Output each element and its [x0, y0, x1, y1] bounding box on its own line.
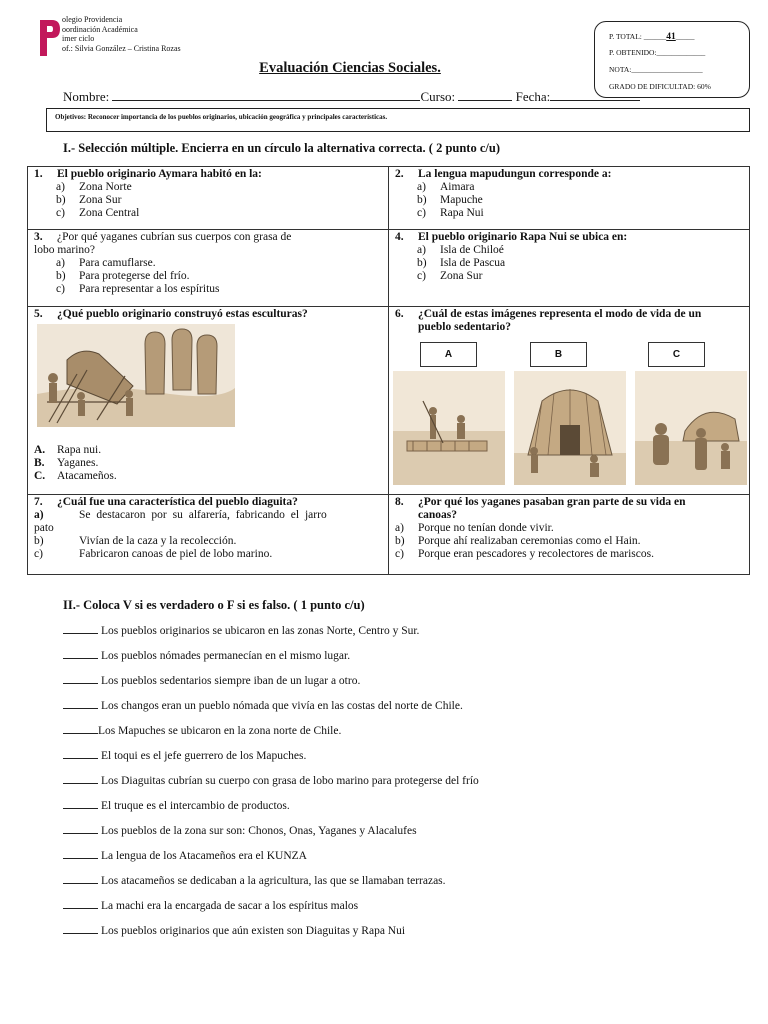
section-1-title: I.- Selección múltiple. Encierra en un círculo la alternativa correcta. ( 2 punto c/u) — [63, 141, 500, 155]
answer-blank[interactable] — [63, 673, 98, 684]
question-8-text-cont: canoas? — [418, 509, 457, 521]
option[interactable]: c) Rapa Nui — [417, 207, 484, 219]
tf-item-12: La machi era la encargada de sacar a los espíritus malos — [63, 898, 358, 912]
objectives-text: Objetivos: Reconocer importancia de los pueblos originarios, ubicación geográfica y principales características. — [55, 113, 388, 121]
school-logo — [37, 18, 61, 58]
course-label: Curso: — [420, 89, 456, 104]
option[interactable]: c) Para representar a los espíritus — [56, 283, 220, 295]
answer-blank[interactable] — [63, 898, 98, 909]
course-field[interactable] — [458, 89, 512, 101]
difficulty: GRADO DE DIFICULTAD: 60% — [609, 82, 711, 91]
answer-blank[interactable] — [63, 748, 98, 759]
moai-illustration — [37, 324, 235, 427]
tf-item-10: La lengua de los Atacameños era el KUNZA — [63, 848, 307, 862]
school-info: olegio Providencia oordinación Académica imer ciclo of.: Silvia González – Cristina Rozas — [62, 15, 181, 53]
total-score: P. TOTAL: ______41_____ — [609, 32, 695, 42]
option[interactable]: c) Zona Sur — [417, 270, 483, 282]
image-c-camp — [635, 371, 747, 485]
answer-blank[interactable] — [63, 623, 98, 634]
answer-blank[interactable] — [63, 823, 98, 834]
question-6: 6. ¿Cuál de estas imágenes representa el modo de vida de un pueblo sedentario? A B C — [389, 307, 750, 495]
tf-item-6: El toqui es el jefe guerrero de los Mapuches. — [63, 748, 306, 762]
question-5: 5. ¿Qué pueblo originario construyó estas esculturas? A. Rapa nui. B. Yaganes. C. Atacameños. — [28, 307, 389, 495]
option[interactable]: b) Zona Sur — [56, 194, 122, 206]
question-7: 7. ¿Cuál fue una característica del pueblo diaguita? a) Se destacaron por su alfarería, fabricando el jarro pato b) Vivían de la caza y la recolección. c) Fabricaron canoas de piel de lobo marino. — [28, 495, 389, 575]
option[interactable]: a) Aimara — [417, 181, 475, 193]
question-4: 4. El pueblo originario Rapa Nui se ubica en: a) Isla de Chiloé b) Isla de Pascua c) Zona Sur — [389, 230, 750, 307]
tf-item-4: Los changos eran un pueblo nómada que vivía en las costas del norte de Chile. — [63, 698, 463, 712]
image-b-house — [514, 371, 626, 485]
image-a-raft — [393, 371, 505, 485]
date-field[interactable] — [550, 89, 640, 101]
question-6-text-cont: pueblo sedentario? — [418, 321, 511, 333]
answer-blank[interactable] — [63, 698, 98, 709]
answer-blank[interactable] — [63, 848, 98, 859]
option[interactable]: a) Isla de Chiloé — [417, 244, 504, 256]
question-3-text-cont: lobo marino? — [34, 244, 95, 256]
question-2: 2. La lengua mapudungun corresponde a: a) Aimara b) Mapuche c) Rapa Nui — [389, 167, 750, 230]
question-3: 3. ¿Por qué yaganes cubrían sus cuerpos con grasa de lobo marino? a) Para camuflarse. b) Para protegerse del frío. c) Para representar a los espíritus — [28, 230, 389, 307]
obtained-score: P. OBTENIDO:_____________ — [609, 48, 706, 57]
answer-blank[interactable] — [63, 648, 98, 659]
answer-boxes — [389, 342, 749, 368]
answer-box-b[interactable]: B — [530, 342, 587, 367]
answer-blank[interactable] — [63, 873, 98, 884]
tf-item-8: El truque es el intercambio de productos. — [63, 798, 290, 812]
option[interactable]: b) Para protegerse del frío. — [56, 270, 190, 282]
tf-item-1: Los pueblos originarios se ubicaron en las zonas Norte, Centro y Sur. — [63, 623, 419, 637]
objectives-box — [46, 108, 750, 132]
tf-item-3: Los pueblos sedentarios siempre iban de un lugar a otro. — [63, 673, 360, 687]
grade-field: NOTA:___________________ — [609, 65, 703, 74]
tf-item-5: Los Mapuches se ubicaron en la zona norte de Chile. — [63, 723, 341, 737]
tf-item-11: Los atacameños se dedicaban a la agricultura, las que se llamaban terrazas. — [63, 873, 446, 887]
question-8: 8. ¿Por qué los yaganes pasaban gran parte de su vida en canoas? a) Porque no tenían donde vivir. b) Porque ahí realizaban ceremonias como el Hain. c) Porque eran pescadores y recolectores de mariscos. — [389, 495, 750, 575]
questions-table — [27, 166, 750, 575]
option[interactable]: b) Mapuche — [417, 194, 483, 206]
option[interactable]: A. Rapa nui. — [34, 444, 102, 456]
answer-blank[interactable] — [63, 723, 98, 734]
option[interactable]: c) Zona Central — [56, 207, 140, 219]
option[interactable]: B. Yaganes. — [34, 457, 99, 469]
tf-item-13: Los pueblos originarios que aún existen son Diaguitas y Rapa Nui — [63, 923, 405, 937]
answer-blank[interactable] — [63, 923, 98, 934]
tf-item-2: Los pueblos nómades permanecían en el mismo lugar. — [63, 648, 350, 662]
name-field[interactable] — [112, 89, 420, 101]
answer-box-c[interactable]: C — [648, 342, 705, 367]
answer-blank[interactable] — [63, 798, 98, 809]
option[interactable]: b) Isla de Pascua — [417, 257, 506, 269]
date-label: Fecha: — [515, 89, 551, 104]
name-label: Nombre: — [63, 89, 110, 104]
answer-box-a[interactable]: A — [420, 342, 477, 367]
section-2-title: II.- Coloca V si es verdadero o F si es falso. ( 1 punto c/u) — [63, 598, 365, 612]
question-1: 1. El pueblo originario Aymara habitó en la: a) Zona Norte b) Zona Sur c) Zona Central — [28, 167, 389, 230]
answer-blank[interactable] — [63, 773, 98, 784]
option[interactable]: a) Zona Norte — [56, 181, 132, 193]
student-info-line — [63, 89, 640, 105]
option[interactable]: C. Atacameños. — [34, 470, 117, 482]
page-title: Evaluación Ciencias Sociales. — [259, 60, 441, 76]
tf-item-7: Los Diaguitas cubrían su cuerpo con grasa de lobo marino para protegerse del frío — [63, 773, 479, 787]
tf-item-9: Los pueblos de la zona sur son: Chonos, Onas, Yaganes y Alacalufes — [63, 823, 417, 837]
option[interactable]: a) Para camuflarse. — [56, 257, 156, 269]
